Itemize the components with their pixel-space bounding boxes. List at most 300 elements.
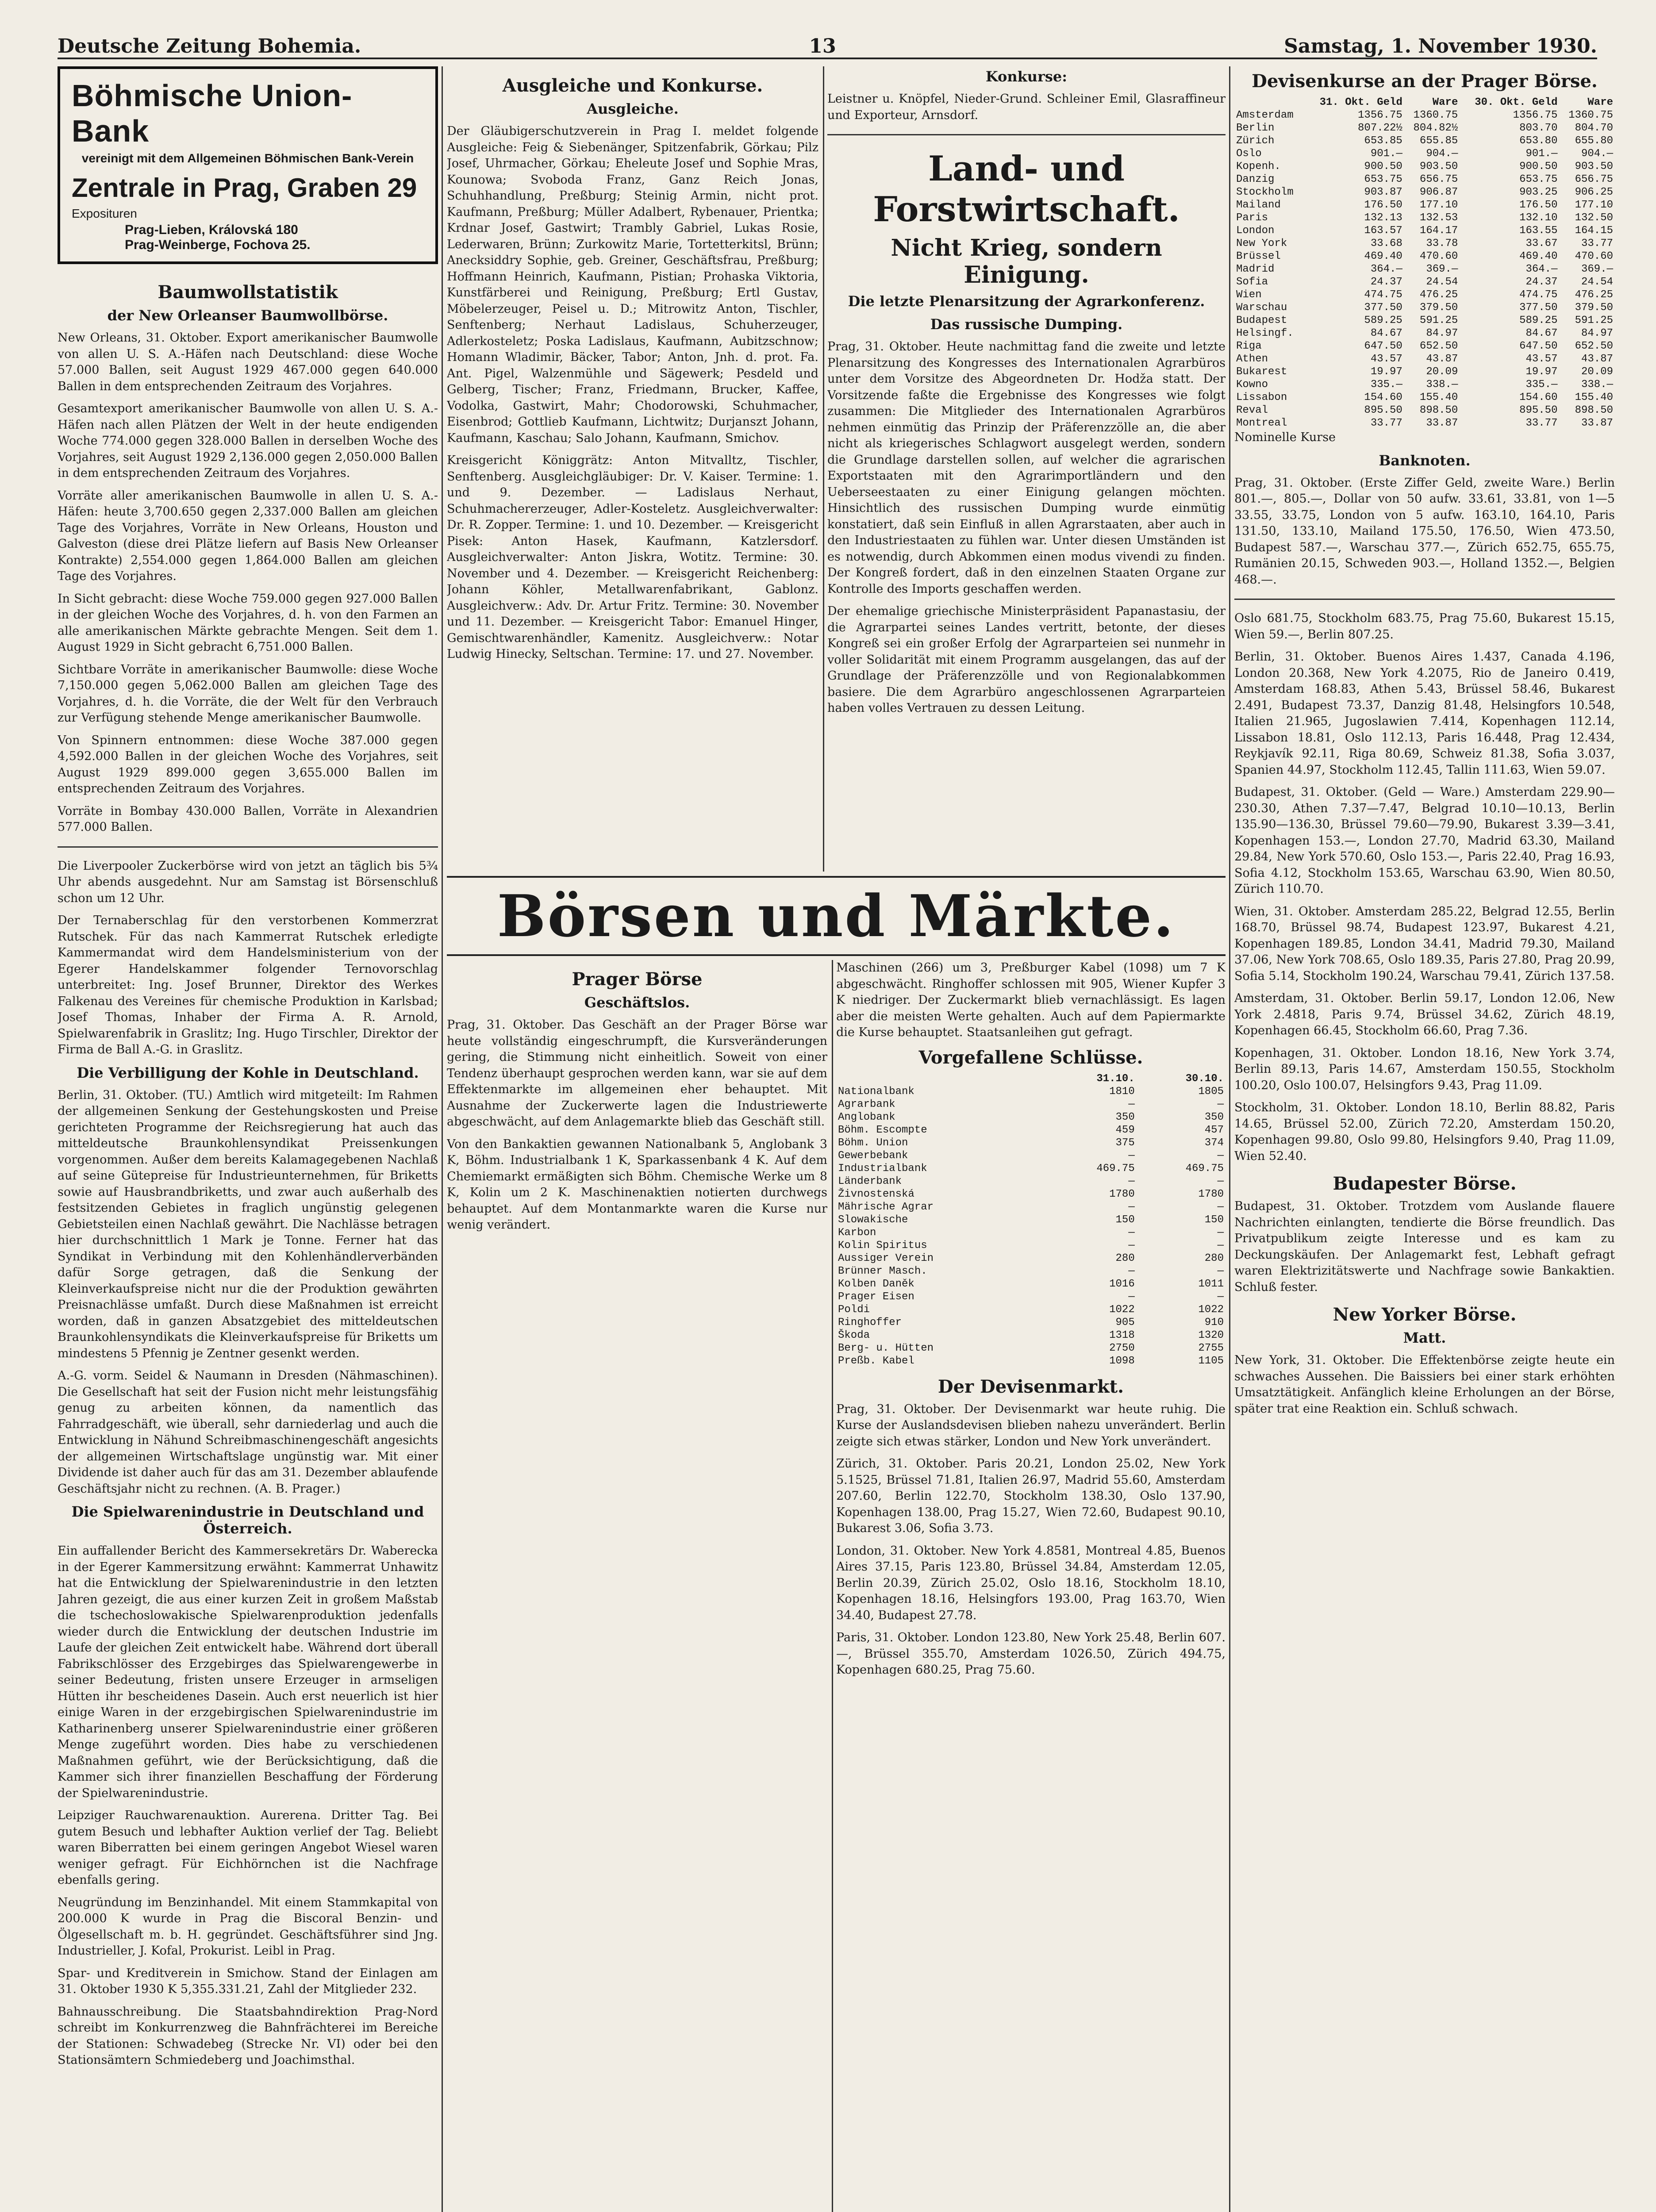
paragraph: Kopenhagen, 31. Oktober. London 18.16, New York 3.74, Berlin 89.13, Paris 14.67, Amsterdam 150.55, Stockholm 100.20, Oslo 100.07, Helsingfors 9.43, Prag 11.09. bbox=[1234, 1046, 1615, 1092]
table-cell: 19.97 bbox=[1525, 366, 1558, 378]
paragraph: In Sicht gebracht: diese Woche 759.000 gegen 927.000 Ballen in der gleichen Woche des Vorjahres, d. h. von den Farmen an alle amerikanischen Märkte gebrachte Mengen. Seit dem 1. August 1929 in Sicht gebracht 6,751.000 Ballen. bbox=[58, 591, 438, 654]
table-cell: Slowakische bbox=[838, 1214, 908, 1226]
table-row bbox=[1234, 211, 1615, 224]
table-row bbox=[836, 1252, 1226, 1265]
article-subheading: Die Verbilligung der Kohle in Deutschland. bbox=[77, 1064, 419, 1081]
table-cell: 906.87 bbox=[1419, 186, 1458, 198]
table-cell: 24.54 bbox=[1426, 276, 1458, 288]
table-cell: — bbox=[1128, 1149, 1135, 1162]
table-row bbox=[1234, 237, 1615, 250]
table-cell: Agrarbank bbox=[838, 1098, 895, 1110]
table-cell: 176.50 bbox=[1364, 199, 1402, 211]
paragraph: Vorräte in Bombay 430.000 Ballen, Vorräte in Alexandrien 577.000 Ballen. bbox=[58, 804, 438, 834]
table-cell: 803.70 bbox=[1519, 122, 1558, 134]
table-cell: 910 bbox=[1204, 1316, 1224, 1329]
table-row bbox=[1234, 365, 1615, 378]
article-heading: New Yorker Börse. bbox=[1333, 1304, 1517, 1325]
table-cell: — bbox=[1128, 1098, 1135, 1110]
table-cell: 898.50 bbox=[1419, 404, 1458, 416]
table-cell: 652.50 bbox=[1419, 340, 1458, 352]
table-cell: — bbox=[1217, 1201, 1224, 1213]
page-header bbox=[58, 27, 1597, 59]
table-cell: — bbox=[1128, 1265, 1135, 1277]
table-cell: London bbox=[1236, 225, 1275, 237]
table-cell: 33.67 bbox=[1525, 238, 1558, 250]
table-note: Nominelle Kurse bbox=[1234, 430, 1336, 444]
paragraph: Zürich, 31. Oktober. Paris 20.21, London 25.02, New York 5.1525, Brüssel 71.81, Italien 26.97, Madrid 55.60, Amsterdam 207.60, Berlin 122.70, Stockholm 138.30, Oslo 137.90, Kopenhagen 138.00, Prag 15.27, Wien 72.60, Budapest 90.10, Bukarest 3.06, Sofia 3.73. bbox=[836, 1457, 1226, 1535]
table-cell: 350 bbox=[1204, 1111, 1224, 1123]
paragraph: Neugründung im Benzinhandel. Mit einem Stammkapital von 200.000 K wurde in Prag die Biscoral Benzin- und Ölgesellschaft m. b. H. gegründet. Geschäftsführer sind Jng. Industrieller, J. Kofal, Prokurist. Leibl in Prag. bbox=[58, 1895, 438, 1958]
table-cell: Danzig bbox=[1236, 173, 1275, 185]
table-cell: 469.40 bbox=[1519, 250, 1558, 262]
table-cell: Budapest bbox=[1236, 315, 1287, 326]
table-row bbox=[836, 1162, 1226, 1175]
table-cell: 589.25 bbox=[1364, 315, 1402, 326]
table-cell: 898.50 bbox=[1575, 404, 1613, 416]
table-header-cell: Ware bbox=[1432, 96, 1458, 108]
table-title: Devisenkurse an der Prager Börse. bbox=[1252, 71, 1598, 92]
table-header-cell: 30.10. bbox=[1185, 1072, 1224, 1085]
table-cell: 901.— bbox=[1525, 148, 1558, 160]
table-cell: 652.50 bbox=[1575, 340, 1613, 352]
table-header-cell bbox=[836, 1072, 1048, 1085]
table-cell: — bbox=[1217, 1239, 1224, 1252]
table-cell: Prager Eisen bbox=[838, 1290, 914, 1303]
paragraph: Wien, 31. Oktober. Amsterdam 285.22, Belgrad 12.55, Berlin 168.70, Brüssel 98.74, Budapest 123.97, Bukarest 4.21, Kopenhagen 189.85, London 34.41, Madrid 79.30, Mailand 37.06, New York 708.65, Oslo 189.35, Paris 27.80, Prag 20.99, Sofia 5.14, Stockholm 190.24, Warschau 79.41, Zürich 137.58. bbox=[1234, 904, 1615, 983]
table-cell: 900.50 bbox=[1519, 161, 1558, 173]
table-cell: Anglobank bbox=[838, 1111, 895, 1123]
table-cell: 656.75 bbox=[1419, 173, 1458, 185]
table-cell: 906.25 bbox=[1575, 186, 1613, 198]
paragraph: Spar- und Kreditverein in Smichow. Stand der Einlagen am 31. Oktober 1930 K 5,355.331.21, Zahl der Mitglieder 232. bbox=[58, 1966, 438, 1996]
table-cell: Warschau bbox=[1236, 302, 1287, 314]
paragraph: Berlin, 31. Oktober. (TU.) Amtlich wird mitgeteilt: Im Rahmen der allgemeinen Senkung der Gestehungskosten und Preise gerichteten Programme der Reichsregierung hat auch das mitteldeutsche Braunkohlensyndikat Preissenkungen vorgenommen. Außer dem bereits Kalamagegebenen Nachlaß auf seine Gütepreise für Industrieunternehmen, für Briketts sowie auf Hausbrandbriketts, und zwar auch außerhalb des festsitzenden Gebietes in fraglich ungünstig gelegenen Gebietsteilen einen Nachlaß gewährt. Die Nachlässe betragen hier durchschnittlich 1 Mark je Tonne. Ferner hat das Syndikat in Verbindung mit den Kohlenhändlerverbänden dafür Sorge getragen, daß die Senkung der Kleinverkaufspreise nicht nur die der Produktion gewährten Preisnachlässe umfaßt. Durch diese Maßnahmen ist erreicht worden, daß in ganzen Absatzgebiet des mitteldeutschen Braunkohlensyndikats die Kleinverkaufspreise für Briketts um mindestens 5 Pfennig je Zentner gesenkt werden. bbox=[58, 1088, 438, 1360]
table-cell: 656.75 bbox=[1575, 173, 1613, 185]
table-cell: 43.87 bbox=[1426, 353, 1458, 365]
table-row bbox=[836, 1137, 1226, 1149]
column-rule bbox=[442, 66, 443, 2212]
table-cell: Berlin bbox=[1236, 122, 1275, 134]
table-row bbox=[836, 1355, 1226, 1367]
table-cell: 24.37 bbox=[1370, 276, 1402, 288]
table-cell: 589.25 bbox=[1519, 315, 1558, 326]
paragraph: Maschinen (266) um 3, Preßburger Kabel (1098) um 7 K abgeschwächt. Ringhoffer schlossen mit 905, Wiener Kupfer 3 K niedriger. Der Zuckermarkt blieb vernachlässigt. Es lagen aber die meisten Werte gehalten. Auch auf dem Papiermarkte die Kurse behauptet. Staatsanleihen gut gefragt. bbox=[836, 961, 1226, 1039]
table-cell: 469.75 bbox=[1185, 1162, 1224, 1175]
table-cell: Paris bbox=[1236, 212, 1268, 224]
table-cell: 1016 bbox=[1109, 1278, 1135, 1290]
table-row bbox=[836, 1278, 1226, 1290]
table-row bbox=[1234, 276, 1615, 288]
table-cell: 154.60 bbox=[1519, 392, 1558, 403]
paragraph: London, 31. Oktober. New York 4.8581, Montreal 4.85, Buenos Aires 37.15, Paris 123.80, Brüssel 34.84, Amsterdam 12.05, Berlin 20.39, Zürich 25.02, Oslo 18.16, Stockholm 18.10, Kopenhagen 18.16, Helsingfors 193.00, Prag 163.70, Wien 34.40, Budapest 27.78. bbox=[836, 1544, 1226, 1622]
table-header-cell bbox=[1234, 96, 1305, 109]
table-cell: — bbox=[1217, 1265, 1224, 1277]
table-row bbox=[836, 1316, 1226, 1329]
table-cell: 807.22½ bbox=[1358, 122, 1402, 134]
table-row bbox=[1234, 109, 1615, 122]
table-cell: — bbox=[1128, 1290, 1135, 1303]
table-cell: 24.37 bbox=[1525, 276, 1558, 288]
table-row bbox=[1234, 314, 1615, 327]
table-cell: 43.57 bbox=[1370, 353, 1402, 365]
table-cell: Amsterdam bbox=[1236, 109, 1294, 121]
table-cell: 335.— bbox=[1525, 379, 1558, 391]
table-cell: 377.50 bbox=[1364, 302, 1402, 314]
article-heading: Baumwollstatistik bbox=[158, 282, 338, 303]
paragraph: Die Liverpooler Zuckerbörse wird von jetzt an täglich bis 5¾ Uhr abends ausgedehnt. Nur am Samstag ist Börsenschluß schon um 12 Uhr. bbox=[58, 859, 438, 905]
table-cell: 33.87 bbox=[1581, 417, 1613, 429]
table-cell: Wien bbox=[1236, 289, 1262, 301]
ad-title: Böhmische Union-Bank bbox=[72, 78, 353, 148]
table-cell: 1105 bbox=[1198, 1355, 1224, 1367]
table-cell: 84.67 bbox=[1370, 327, 1402, 339]
table-cell: 1360.75 bbox=[1568, 109, 1613, 121]
table-cell: 163.55 bbox=[1519, 225, 1558, 237]
paragraph: Prag, 31. Oktober. Das Geschäft an der Prager Börse war heute vollständig eingeschrumpft, die Kursveränderungen gering, die Stimmung nicht einheitlich. Soweit von einer Tendenz überhaupt gesprochen werden kann, war sie auf dem Effektenmarkte im allgemeinen eher behauptet. Mit Ausnahme der Zuckerwerte lagen die Industriewerte abgeschwächt, auf dem Anlagemarkte blieb das Geschäft still. bbox=[447, 1018, 827, 1129]
column-rule bbox=[823, 66, 824, 872]
table-cell: 338.— bbox=[1581, 379, 1613, 391]
table-cell: 1810 bbox=[1109, 1085, 1135, 1098]
table-cell: Athen bbox=[1236, 353, 1268, 365]
table-cell: Oslo bbox=[1236, 148, 1262, 160]
table-cell: 154.60 bbox=[1364, 392, 1402, 403]
table-row bbox=[1234, 224, 1615, 237]
table-cell: Zürich bbox=[1236, 135, 1275, 147]
divider bbox=[827, 134, 1226, 135]
paragraph: Prag, 31. Oktober. Der Devisenmarkt war heute ruhig. Die Kurse der Auslandsdevisen blieben nahezu unverändert. Berlin zeigte sich etwas stärker, London und New York unverändert. bbox=[836, 1402, 1226, 1448]
table-cell: 470.60 bbox=[1419, 250, 1458, 262]
paragraph: Sichtbare Vorräte in amerikanischer Baumwolle: diese Woche 7,150.000 gegen 5,062.000 Ballen am gleichen Tage des Vorjahres, d. h. die Vorräte, die der Welt für den Verbrauch zur Verfügung stehende Menge amerikanischer Baumwolle. bbox=[58, 662, 438, 725]
table-cell: 900.50 bbox=[1364, 161, 1402, 173]
table-cell: Živnostenská bbox=[838, 1188, 914, 1200]
table-cell: 375 bbox=[1115, 1137, 1135, 1149]
table-cell: 1022 bbox=[1198, 1303, 1224, 1316]
table-cell: 33.78 bbox=[1426, 238, 1458, 250]
ad-subtitle: vereinigt mit dem Allgemeinen Böhmischen Bank-Verein bbox=[81, 151, 414, 165]
trades-table bbox=[836, 1072, 1226, 1367]
divider bbox=[1234, 599, 1615, 600]
paragraph: Budapest, 31. Oktober. Trotzdem vom Auslande flauere Nachrichten einlangten, tendierte die Börse freundlich. Das Privatpublikum zeigte Interesse und es kam zu Deckungskäufen. Der Anlagemarkt fest, Lebhaft gefragt waren Elektrizitätswerte und Nachfrage sowie Bankaktien. Schluß fester. bbox=[1234, 1199, 1615, 1294]
table-cell: 177.10 bbox=[1419, 199, 1458, 211]
table-cell: 369.— bbox=[1426, 263, 1458, 275]
paragraph: Berlin, 31. Oktober. Buenos Aires 1.437, Canada 4.196, London 20.368, New York 4.2075, Rio de Janeiro 0.419, Amsterdam 168.83, Athen 5.43, Brüssel 58.46, Bukarest 2.491, Budapest 73.37, Danzig 81.48, Helsingfors 10.548, Italien 21.965, Jugoslawien 7.414, Kopenhagen 112.14, Lissabon 18.81, Oslo 112.13, Paris 16.448, Prag 12.434, Reykjavík 92.11, Riga 80.69, Schweiz 81.38, Sofia 3.037, Spanien 44.97, Stockholm 112.45, Tallin 111.63, Wien 59.07. bbox=[1234, 650, 1615, 777]
article-heading: Der Devisenmarkt. bbox=[938, 1376, 1124, 1397]
table-cell: 164.17 bbox=[1419, 225, 1458, 237]
table-cell: 24.54 bbox=[1581, 276, 1613, 288]
table-cell: — bbox=[1128, 1239, 1135, 1252]
table-cell: 84.97 bbox=[1426, 327, 1458, 339]
table-cell: 1320 bbox=[1198, 1329, 1224, 1341]
table-cell: 132.10 bbox=[1519, 212, 1558, 224]
table-cell: 903.50 bbox=[1419, 161, 1458, 173]
table-cell: 903.50 bbox=[1575, 161, 1613, 173]
table-cell: 653.75 bbox=[1364, 173, 1402, 185]
table-cell: 132.50 bbox=[1575, 212, 1613, 224]
table-row bbox=[836, 1239, 1226, 1252]
paragraph: Amsterdam, 31. Oktober. Berlin 59.17, London 12.06, New York 2.4818, Paris 9.74, Brüssel 34.62, Zürich 48.19, Kopenhagen 66.45, Stockholm 66.60, Prag 7.36. bbox=[1234, 991, 1615, 1037]
table-cell: Ringhoffer bbox=[838, 1316, 902, 1329]
table-cell: 1805 bbox=[1198, 1085, 1224, 1098]
table-cell: 43.57 bbox=[1525, 353, 1558, 365]
table-cell: Gewerbebank bbox=[838, 1149, 908, 1162]
table-cell: 150 bbox=[1204, 1214, 1224, 1226]
table-cell: 374 bbox=[1204, 1137, 1224, 1149]
table-cell: 33.68 bbox=[1370, 238, 1402, 250]
table-cell: 647.50 bbox=[1519, 340, 1558, 352]
table-cell: 653.85 bbox=[1364, 135, 1402, 147]
table-cell: 33.77 bbox=[1581, 238, 1613, 250]
article-heading: Ausgleiche und Konkurse. bbox=[502, 75, 763, 96]
table-cell: 33.77 bbox=[1370, 417, 1402, 429]
table-cell: Brünner Masch. bbox=[838, 1265, 927, 1277]
table-cell: Škoda bbox=[838, 1329, 870, 1341]
table-cell: 904.— bbox=[1581, 148, 1613, 160]
table-cell: 469.75 bbox=[1096, 1162, 1135, 1175]
column-3 bbox=[827, 66, 1226, 867]
column-4 bbox=[1234, 66, 1615, 2212]
article-subheading: Das russische Dumping. bbox=[930, 316, 1123, 333]
table-cell: Bukarest bbox=[1236, 366, 1287, 378]
table-row bbox=[1234, 417, 1615, 430]
bank-advertisement bbox=[58, 66, 438, 264]
column-rule bbox=[1229, 66, 1230, 2212]
table-cell: — bbox=[1217, 1175, 1224, 1187]
exchange-rate-table bbox=[1234, 96, 1615, 430]
article-subheading: Geschäftslos. bbox=[584, 994, 690, 1011]
paragraph: Von Spinnern entnommen: diese Woche 387.000 gegen 4,592.000 Ballen in der gleichen Woche des Vorjahres, seit August 1929 899.000 gegen 3,655.000 Ballen im entsprechenden Zeitraum des Vorjahres. bbox=[58, 733, 438, 795]
table-cell: 164.15 bbox=[1575, 225, 1613, 237]
paragraph: Budapest, 31. Oktober. (Geld — Ware.) Amsterdam 229.90—230.30, Athen 7.37—7.47, Belgrad 10.10—10.13, Berlin 135.90—136.30, Brüssel 79.60—79.90, Bukarest 3.39—3.41, Kopenhagen 153.—, London 27.70, Madrid 63.30, Mailand 29.84, New York 570.60, Oslo 153.—, Paris 22.40, Prag 16.93, Sofia 4.12, Stockholm 153.65, Warschau 63.90, Wien 80.50, Zürich 110.70. bbox=[1234, 785, 1615, 896]
header-left: Deutsche Zeitung Bohemia. bbox=[58, 35, 361, 58]
article-subheading: Banknoten. bbox=[1379, 452, 1471, 469]
table-cell: 1780 bbox=[1198, 1188, 1224, 1200]
table-cell: Sofia bbox=[1236, 276, 1268, 288]
section-banner: Börsen und Märkte. bbox=[447, 876, 1226, 956]
table-row bbox=[1234, 199, 1615, 211]
table-cell: 377.50 bbox=[1519, 302, 1558, 314]
table-cell: 905 bbox=[1115, 1316, 1135, 1329]
table-cell: 653.80 bbox=[1519, 135, 1558, 147]
table-cell: Kolin Spiritus bbox=[838, 1239, 927, 1252]
table-cell: 163.57 bbox=[1364, 225, 1402, 237]
table-cell: Karbon bbox=[838, 1226, 876, 1239]
header-page-number: 13 bbox=[809, 35, 836, 58]
table-row bbox=[836, 1124, 1226, 1137]
table-cell: Böhm. Escompte bbox=[838, 1124, 927, 1136]
table-row bbox=[1234, 250, 1615, 263]
table-cell: 33.87 bbox=[1426, 417, 1458, 429]
paragraph: Von den Bankaktien gewannen Nationalbank 5, Anglobank 3 K, Böhm. Industrialbank 1 K, Sparkassenbank 4 K. Auf dem Chemiemarkt ermäßigten sich Böhm. Chemische Werke um 8 K, Kolin um 2 K. Maschinenaktien notierten durchwegs behauptet. Auf dem Montanmarkte waren die Kurse nur wenig verändert. bbox=[447, 1137, 827, 1232]
table-cell: — bbox=[1128, 1201, 1135, 1213]
table-cell: 591.25 bbox=[1575, 315, 1613, 326]
table-cell: 1356.75 bbox=[1358, 109, 1402, 121]
table-cell: 338.— bbox=[1426, 379, 1458, 391]
paragraph: Gesamtexport amerikanischer Baumwolle von allen U. S. A.-Häfen nach allen Plätzen der Welt in der heute endigenden Woche 774.000 gegen 328.000 Ballen in derselben Woche des Vorjahres, seit August 1929 2,136.000 gegen 2,050.000 Ballen in dem entsprechenden Zeitraum des Vorjahres. bbox=[58, 402, 438, 480]
table-cell: 1356.75 bbox=[1513, 109, 1558, 121]
table-row bbox=[1234, 263, 1615, 276]
table-header-cell: Ware bbox=[1587, 96, 1613, 108]
table-row bbox=[1234, 378, 1615, 391]
paragraph: Der ehemalige griechische Ministerpräsident Papanastasiu, der die Agrarpartei seines Landes vertritt, betonte, der dieses Kongreß sei ein großer Erfolg der Agrarparteien sei nunmehr in voller Solidarität mit einem Programm ausgelangen, das auf der Grundlage der Präferenzzölle und von Regionalabkommen basiere. Die dem Agrarbüro angeschlossenen Agrarparteien haben volles Vertrauen zu dessen Leitung. bbox=[827, 604, 1226, 715]
table-row bbox=[1234, 288, 1615, 301]
paragraph: Der Gläubigerschutzverein in Prag I. meldet folgende Ausgleiche: Feig & Siebenänger, Spitzenfabrik, Görkau; Pilz Josef, Uhrmacher, Görkau; Eheleute Josef und Sophie Mras, Kounowa; Svoboda Franz, Ganz Reich Jonas, Schuhhandlung, Preßburg; Steinig Armin, nicht prot. Kaufmann, Preßburg; Müller Adalbert, Rybenauer, Prientka; Krdnar Josef, Gastwirt; Trambly Gabriel, Lukas Rosie, Lederwaren, Brünn; Zurkowitz Marie, Tortetterkitsl, Brünn; Anecksiddry Sophie, geb. Greiner, Geschäftsfrau, Preßburg; Hoffmann Heinrich, Kaufmann, Pistian; Prohaska Viktoria, Kunstfärberei und Reinigung, Preßburg; Ertl Gustav, Möbelerzeuger, Peisel u. D.; Mitrowitz Anton, Tischler, Senftenberg; Nerhaut Ladislaus, Schuherzeuger, Adlerkosteletz; Poska Ladislaus, Kaufmann, Aubitzschnow; Homann Wladimir, Bäcker, Tabor; Anton, Jnh. d. prot. Fa. Ant. Pigel, Walzenmühle und Sägewerk; Pesdeld und Gelberg, Tischer; Franz, Friedmann, Brucker, Kaffee, Vodolka, Gastwirt, Mahr; Chodorowski, Schuhmacher, Eisenbrod; Gottlieb Kaufmann, Lichtwitz; Durjanszt Johann, Kaufmann, Kaschau; Salo Johann, Kaufmann, Smichov. bbox=[447, 124, 818, 445]
table-cell: 469.40 bbox=[1364, 250, 1402, 262]
table-cell: Kowno bbox=[1236, 379, 1268, 391]
table-row bbox=[836, 1303, 1226, 1316]
table-header-cell: 31. Okt. Geld bbox=[1319, 96, 1402, 108]
table-cell: 379.50 bbox=[1575, 302, 1613, 314]
table-cell: 895.50 bbox=[1364, 404, 1402, 416]
table-cell: 2755 bbox=[1198, 1342, 1224, 1354]
table-cell: Reval bbox=[1236, 404, 1268, 416]
table-cell: 176.50 bbox=[1519, 199, 1558, 211]
table-cell: Industrialbank bbox=[838, 1162, 927, 1175]
table-row bbox=[836, 1188, 1226, 1201]
table-cell: 591.25 bbox=[1419, 315, 1458, 326]
table-cell: 364.— bbox=[1370, 263, 1402, 275]
table-cell: Poldi bbox=[838, 1303, 870, 1316]
table-cell: Riga bbox=[1236, 340, 1262, 352]
table-cell: Preßb. Kabel bbox=[838, 1355, 914, 1367]
table-cell: Aussiger Verein bbox=[838, 1252, 934, 1264]
table-row bbox=[1234, 340, 1615, 353]
section-heading: Land- und Forstwirtschaft. bbox=[873, 149, 1180, 230]
table-cell: 653.75 bbox=[1519, 173, 1558, 185]
table-header-cell: 30. Okt. Geld bbox=[1475, 96, 1558, 108]
table-row bbox=[836, 1214, 1226, 1226]
table-cell: Böhm. Union bbox=[838, 1137, 908, 1149]
divider bbox=[58, 846, 438, 848]
table-cell: — bbox=[1128, 1175, 1135, 1187]
table-row bbox=[836, 1111, 1226, 1124]
table-cell: 177.10 bbox=[1575, 199, 1613, 211]
table-row bbox=[836, 1226, 1226, 1239]
table-row bbox=[836, 1290, 1226, 1303]
table-cell: 804.70 bbox=[1575, 122, 1613, 134]
table-cell: 20.09 bbox=[1426, 366, 1458, 378]
article-subheading: Ausgleiche. bbox=[587, 100, 679, 117]
table-cell: Helsingf. bbox=[1236, 327, 1294, 339]
table-row bbox=[836, 1329, 1226, 1342]
table-cell: 804.82½ bbox=[1413, 122, 1458, 134]
ad-central: Zentrale in Prag, Graben 29 bbox=[72, 173, 417, 203]
table-cell: — bbox=[1217, 1226, 1224, 1239]
table-cell: 155.40 bbox=[1419, 392, 1458, 403]
table-header-cell: 31.10. bbox=[1096, 1072, 1135, 1085]
table-cell: 1318 bbox=[1109, 1329, 1135, 1341]
table-row bbox=[836, 1098, 1226, 1111]
table-cell: 901.— bbox=[1370, 148, 1402, 160]
table-row bbox=[1234, 327, 1615, 340]
table-cell: 476.25 bbox=[1575, 289, 1613, 301]
ad-expos: Exposituren bbox=[72, 207, 137, 220]
table-cell: — bbox=[1217, 1290, 1224, 1303]
table-row bbox=[1234, 160, 1615, 173]
table-row bbox=[836, 1201, 1226, 1214]
table-cell: 19.97 bbox=[1370, 366, 1402, 378]
table-row bbox=[1234, 134, 1615, 147]
table-title: Vorgefallene Schlüsse. bbox=[918, 1047, 1143, 1068]
table-cell: 895.50 bbox=[1519, 404, 1558, 416]
table-cell: 1098 bbox=[1109, 1355, 1135, 1367]
table-cell: 459 bbox=[1115, 1124, 1135, 1136]
table-cell: 903.25 bbox=[1519, 186, 1558, 198]
table-row bbox=[836, 1342, 1226, 1355]
table-cell: Berg- u. Hütten bbox=[838, 1342, 934, 1354]
table-cell: 1022 bbox=[1109, 1303, 1135, 1316]
article-subheading: Matt. bbox=[1403, 1329, 1446, 1346]
table-cell: Brüssel bbox=[1236, 250, 1281, 262]
paragraph: Vorräte aller amerikanischen Baumwolle in allen U. S. A.-Häfen: heute 3,700.650 gegen 2,337.000 Ballen am gleichen Tage des Vorjahres, Vorräte in New Orleans, Houston und Galveston (diese drei Plätze liefern auf Basis New Orleanser Kontrakte) 2,554.000 gegen 1,864.000 Ballen am gleichen Tage des Vorjahres. bbox=[58, 488, 438, 583]
article-subheading: Konkurse: bbox=[985, 68, 1068, 85]
table-cell: 1780 bbox=[1109, 1188, 1135, 1200]
table-cell: 903.87 bbox=[1364, 186, 1402, 198]
table-cell: Madrid bbox=[1236, 263, 1275, 275]
table-cell: 132.13 bbox=[1364, 212, 1402, 224]
article-heading: Budapester Börse. bbox=[1333, 1173, 1517, 1194]
table-cell: Mährische Agrar bbox=[838, 1201, 934, 1213]
table-cell: 476.25 bbox=[1419, 289, 1458, 301]
table-cell: New York bbox=[1236, 238, 1287, 250]
table-cell: 20.09 bbox=[1581, 366, 1613, 378]
paragraph: Stockholm, 31. Oktober. London 18.10, Berlin 88.82, Paris 14.65, Brüssel 52.00, Zürich 72.20, Amsterdam 150.20, Kopenhagen 99.80, Oslo 99.80, Helsingfors 9.40, Prag 11.09, Wien 52.40. bbox=[1234, 1101, 1615, 1163]
table-row bbox=[1234, 173, 1615, 186]
ad-address-1: Prag-Lieben, Královská 180 bbox=[125, 223, 298, 237]
table-row bbox=[1234, 301, 1615, 314]
table-cell: Stockholm bbox=[1236, 186, 1294, 198]
table-cell: — bbox=[1217, 1098, 1224, 1110]
table-cell: 280 bbox=[1204, 1252, 1224, 1264]
table-row bbox=[1234, 186, 1615, 199]
table-cell: 474.75 bbox=[1519, 289, 1558, 301]
paragraph: New York, 31. Oktober. Die Effektenbörse zeigte heute ein schwaches Aussehen. Die Baissiers bei einer stark erhöhten Umsatztätigkeit. Anfänglich kleine Erholungen an der Börse, später trat eine Reaktion ein. Schluß schwach. bbox=[1234, 1353, 1615, 1416]
table-row bbox=[1234, 147, 1615, 160]
paragraph: Ein auffallender Bericht des Kammersekretärs Dr. Waberecka in der Egerer Kammersitzung erwähnt: Kammerrat Unhawitz hat die Entwicklung der Spielwarenindustrie in den letzten Jahren gezeigt, die aus einer kurzen Zeit in großem Maßstab die tschechoslowakische Spielwarenproduktion jedenfalls wieder durch die Entwicklung der deutschen Industrie im Laufe der gleichen Zeit entwickelt habe. Während dort überall Fabrikschlösser des Erzgebirges das Spielwarengewerbe in seiner Bedeutung, fristen unsere Erzeuger in armseligen Hütten ihr bescheidenes Dasein. Auch erst neuerlich ist hier einige Waren in der erzgebirgischen Spielwarenindustrie im Katharinenberg unserer Spielwarenindustrie einer größeren Menge zugeführt worden. Dies habe zu verschiedenen Maßnahmen geführt, wie der Berücksichtigung, daß die Kammer sich ihrer finanziellen Beschaffung der Förderung der Spielwarenindustrie. bbox=[58, 1544, 438, 1800]
table-cell: 280 bbox=[1115, 1252, 1135, 1264]
table-cell: 369.— bbox=[1581, 263, 1613, 275]
table-cell: 84.67 bbox=[1525, 327, 1558, 339]
table-cell: 655.85 bbox=[1419, 135, 1458, 147]
table-cell: Kopenh. bbox=[1236, 161, 1281, 173]
table-cell: Länderbank bbox=[838, 1175, 902, 1187]
paragraph: Leipziger Rauchwarenauktion. Aurerena. Dritter Tag. Bei gutem Besuch und lebhafter Auktion verlief der Tag. Beliebt waren Biberratten bei einem geringen Angebot Wiesel waren weniger gefragt. Für Eichhörnchen ist die Nachfrage ebenfalls gering. bbox=[58, 1809, 438, 1887]
table-cell: — bbox=[1217, 1149, 1224, 1162]
column-1 bbox=[58, 66, 438, 2212]
table-cell: 43.87 bbox=[1581, 353, 1613, 365]
column-rule bbox=[832, 960, 833, 2212]
table-cell: 150 bbox=[1115, 1214, 1135, 1226]
table-cell: 1011 bbox=[1198, 1278, 1224, 1290]
table-cell: 335.— bbox=[1370, 379, 1402, 391]
table-cell: Mailand bbox=[1236, 199, 1281, 211]
table-cell: 132.53 bbox=[1419, 212, 1458, 224]
table-cell: 655.80 bbox=[1575, 135, 1613, 147]
table-cell: 155.40 bbox=[1575, 392, 1613, 403]
paragraph: Paris, 31. Oktober. London 123.80, New York 25.48, Berlin 607.—, Brüssel 355.70, Amsterdam 1026.50, Zürich 494.75, Kopenhagen 680.25, Prag 75.60. bbox=[836, 1631, 1226, 1677]
lower-column-2 bbox=[447, 960, 827, 2212]
paragraph: Der Ternaberschlag für den verstorbenen Kommerzrat Rutschek. Für das nach Kammerrat Rutschek erledigte Kammermandat wird dem Handelsministerium von der Egerer Handelskammer folgender Ternovorschlag unterbreitet: Ing. Josef Brunner, Direktor des Werkes Falkenau des Vereines für chemische Produktion in Karlsbad; Josef Thomas, Inhaber der Firma A. R. Arnold, Spielwarenfabrik in Graslitz; Ing. Hugo Tirschler, Direktor der Firma de Ball A.-G. in Graslitz. bbox=[58, 914, 438, 1056]
article-subheading: Die Spielwarenindustrie in Deutschland und Österreich. bbox=[71, 1503, 424, 1537]
table-cell: 364.— bbox=[1525, 263, 1558, 275]
table-cell: 379.50 bbox=[1419, 302, 1458, 314]
table-cell: 2750 bbox=[1109, 1342, 1135, 1354]
table-cell: Lissabon bbox=[1236, 392, 1287, 403]
paragraph: Kreisgericht Königgrätz: Anton Mitvalltz, Tischler, Senftenberg. Ausgleichgläubiger: Dr. V. Kaiser. Termine: 1. und 9. Dezember. — Ladislaus Nerhaut, Schuhmachererzeuger, Adler-Kosteletz. Ausgleichverwalter: Dr. R. Zopper. Termine: 1. und 10. Dezember. — Kreisgericht Pisek: Anton Hasek, Kaufmann, Katzlersdorf. Ausgleichverwalter: Anton Jiskra, Wotitz. Termine: 30. November und 4. Dezember. — Kreisgericht Reichenberg: Johann Köhler, Metallwarenfabrikant, Gablonz. Ausgleichverw.: Adv. Dr. Artur Fritz. Termine: 30. November und 11. Dezember. — Kreisgericht Tabor: Emanuel Hinger, Gemischtwarenhändler, Kamenitz. Ausgleichverw.: Notar Ludwig Hinecky, Seltschan. Termine: 17. und 27. November. bbox=[447, 453, 818, 661]
table-cell: — bbox=[1128, 1226, 1135, 1239]
table-row bbox=[836, 1265, 1226, 1278]
table-row bbox=[1234, 122, 1615, 134]
article-heading: Prager Börse bbox=[572, 969, 703, 990]
